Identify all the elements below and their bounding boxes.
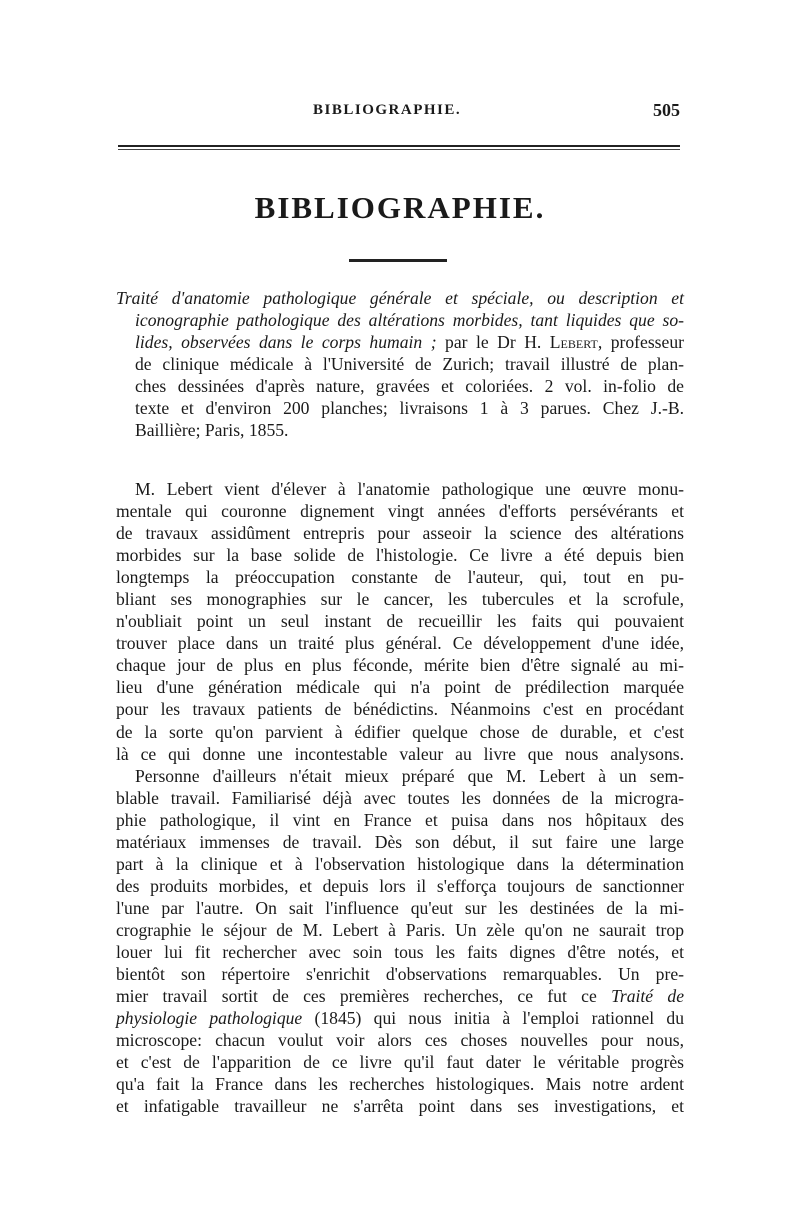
text-segment: trouver place dans un traité plus général. Ce développement d'une idée, xyxy=(116,633,684,654)
text-segment: chaque jour de plus en plus féconde, mérite bien d'être signalé au mi- xyxy=(116,655,684,676)
text-line xyxy=(116,500,684,522)
running-title: BIBLIOGRAPHIE. xyxy=(313,102,462,118)
text-line xyxy=(116,522,684,544)
text-segment: lieu d'une génération médicale qui n'a point de prédilection marquée xyxy=(116,677,684,698)
header-rule xyxy=(118,145,680,150)
text-segment: de clinique médicale à l'Université de Zurich; travail illustré de plan- xyxy=(135,354,684,374)
text-segment: de travaux assidûment entrepris pour asseoir la science des altérations xyxy=(116,523,684,544)
text-segment: crographie le séjour de M. Lebert à Paris. Un zèle qu'on ne saurait trop xyxy=(116,919,684,940)
text-segment: l'une par l'autre. On sait l'influence qu'eut sur les destinées de la mi- xyxy=(116,897,684,918)
text-segment: Baillière; Paris, 1855. xyxy=(135,420,289,440)
text-segment: blable travail. Familiarisé déjà avec toutes les données de la microgra- xyxy=(116,787,684,808)
text-segment: bliant ses monographies sur le cancer, les tubercules et la scrofule, xyxy=(116,589,684,610)
text-line xyxy=(116,919,684,941)
text-line xyxy=(116,1029,684,1051)
text-segment: bientôt son répertoire s'enrichit d'observations remarquables. Un pre- xyxy=(116,964,684,985)
text-segment: des produits morbides, et depuis lors il s'efforça toujours de sanctionner xyxy=(116,875,684,896)
text-line xyxy=(116,419,684,441)
text-line xyxy=(116,809,684,831)
text-segment: part à la clinique et à l'observation histologique dans la détermination xyxy=(116,853,684,874)
text-line xyxy=(116,787,684,809)
text-line xyxy=(116,985,684,1007)
text-segment: longtemps la préoccupation constante de l'auteur, qui, tout en pu- xyxy=(116,567,684,588)
text-line xyxy=(116,1095,684,1117)
text-segment: mier travail sortit de ces premières recherches, ce fut ce xyxy=(116,986,612,1007)
review-text xyxy=(116,478,684,1117)
text-line xyxy=(116,544,684,566)
text-line xyxy=(116,375,684,397)
text-line xyxy=(116,397,684,419)
text-line xyxy=(116,1073,684,1095)
text-segment: , professeur xyxy=(597,332,684,352)
text-segment: là ce qui donne une incontestable valeur au livre que nous analysons. xyxy=(116,743,684,764)
text-segment: pour les travaux patients de bénédictins. Néanmoins c'est en procédant xyxy=(116,699,684,720)
text-line xyxy=(116,831,684,853)
text-line xyxy=(116,309,684,331)
text-line xyxy=(116,897,684,919)
text-segment: morbides sur la base solide de l'histologie. Ce livre a été depuis bien xyxy=(116,545,684,566)
text-segment: et c'est de l'apparition de ce livre qu'il faut dater le véritable progrès xyxy=(116,1052,684,1073)
text-segment: (1845) qui nous initia à l'emploi rationnel du xyxy=(302,1008,684,1029)
text-line xyxy=(116,1051,684,1073)
italic-text: physiologie pathologique xyxy=(116,1008,303,1029)
text-line xyxy=(116,676,684,698)
text-line xyxy=(116,721,684,743)
text-segment: M. Lebert vient d'élever à l'anatomie pathologique une œuvre monu- xyxy=(135,479,684,499)
text-segment: microscope: chacun voulut voir alors ces choses nouvelles pour nous, xyxy=(116,1030,684,1051)
title-rule xyxy=(349,259,447,262)
italic-text: lides, observées dans le corps humain ; xyxy=(135,332,446,352)
text-line xyxy=(116,941,684,963)
text-segment: louer lui fit rechercher avec soin tous les faits dignes d'être notés, et xyxy=(116,941,684,962)
section-title: BIBLIOGRAPHIE. xyxy=(254,190,546,225)
text-segment: n'oubliait point un seul instant de recueillir les faits qui pouvaient xyxy=(116,611,684,632)
page-number: 505 xyxy=(653,100,680,120)
text-line xyxy=(116,654,684,676)
text-line xyxy=(116,875,684,897)
italic-text: Traité de xyxy=(611,986,684,1007)
text-line xyxy=(116,853,684,875)
italic-text: Traité d'anatomie pathologique générale et spéciale, ou description et xyxy=(116,288,684,308)
text-segment: mentale qui couronne dignement vingt années d'efforts persévérants et xyxy=(116,501,684,522)
bibliographic-reference xyxy=(116,287,684,441)
text-line xyxy=(116,610,684,632)
text-line xyxy=(116,566,684,588)
text-segment: texte et d'environ 200 planches; livraisons 1 à 3 parues. Chez J.-B. xyxy=(135,398,684,418)
text-line xyxy=(116,743,684,765)
text-segment: et infatigable travailleur ne s'arrêta point dans ses investigations, et xyxy=(116,1096,684,1117)
text-line xyxy=(116,765,684,787)
text-segment: par le Dr H. xyxy=(445,332,550,352)
text-line xyxy=(116,1007,684,1029)
text-segment: qu'a fait la France dans les recherches histologiques. Mais notre ardent xyxy=(116,1074,684,1095)
text-line xyxy=(116,588,684,610)
text-line xyxy=(116,478,684,500)
text-segment: Personne d'ailleurs n'était mieux préparé que M. Lebert à un sem- xyxy=(135,765,684,786)
text-line xyxy=(116,963,684,985)
italic-text: iconographie pathologique des altérations morbides, tant liquides que so- xyxy=(135,310,684,330)
text-line xyxy=(116,331,684,353)
author-name: Lebert xyxy=(549,332,598,352)
text-line xyxy=(116,632,684,654)
text-segment: matériaux immenses de travail. Dès son début, il sut faire une large xyxy=(116,831,684,852)
text-line xyxy=(116,698,684,720)
text-segment: phie pathologique, il vint en France et puisa dans nos hôpitaux des xyxy=(116,809,684,830)
text-line xyxy=(116,353,684,375)
text-segment: de la sorte qu'on parvient à édifier quelque chose de durable, et c'est xyxy=(116,721,684,742)
text-line xyxy=(116,287,684,309)
text-segment: ches dessinées d'après nature, gravées et coloriées. 2 vol. in-folio de xyxy=(135,376,684,396)
running-header xyxy=(118,100,680,124)
